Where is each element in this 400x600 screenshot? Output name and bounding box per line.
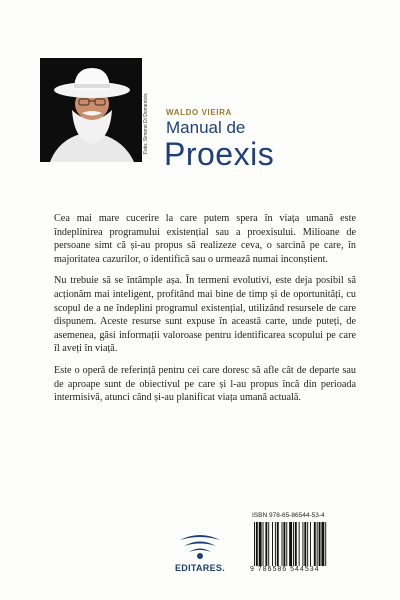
barcode-bar — [256, 522, 258, 568]
barcode-bar — [310, 522, 311, 568]
barcode-bar — [314, 522, 316, 568]
publisher-name: EDITARES. — [174, 563, 226, 573]
publisher-logo-icon — [172, 528, 228, 568]
author-name: WALDO VIEIRA — [166, 108, 232, 117]
author-photo — [40, 58, 142, 162]
isbn-label: ISBN 978-65-86544-53-4 — [252, 512, 325, 519]
blurb-text — [54, 212, 356, 413]
barcode-bar — [289, 522, 292, 568]
barcode-bar — [283, 522, 285, 568]
blurb-paragraph: Cea mai mare cucerire la care putem spera în viața umană este îndeplinirea programului existențial sau a proexisului. Milioane de persoane simt că și-au propus să realizeze ceva, o sarcină pe care, în majoritatea cazurilor, o identifică sau o urmează numai inconștient. — [54, 213, 356, 265]
barcode-bar — [265, 522, 267, 568]
barcode-bar — [254, 522, 255, 568]
blurb-paragraph: Este o operă de referință pentru cei care doresc să afle cât de departe sau de aproape sunt de obiectivul pe care și l-au propus încă din perioada intermisivă, atunci când și-au planificat viața umană actuală. — [54, 364, 356, 404]
book-title-line2: Proexis — [164, 136, 275, 172]
barcode-bar — [268, 522, 269, 568]
author-photo-illustration — [40, 58, 142, 162]
barcode-bar — [295, 522, 297, 568]
barcode-bar — [263, 522, 264, 568]
barcode-bar — [321, 522, 324, 568]
barcode-bar — [275, 522, 276, 568]
barcode-bar — [293, 522, 294, 568]
blurb-paragraph: Nu trebuie să se întâmple așa. În termeni evolutivi, este deja posibil să acționăm mai inteligent, profitând mai bine de timp și de oportunități, cu scopul de a ne îndeplini programul existențial, utilizând resursele de care dispunem. Aceste resurse sunt expuse în această carte, unde puteți, de asemenea, găsi informații valoroase pentru identificarea scopului pe care îl aveți în viață. — [54, 275, 356, 355]
barcode-bar — [304, 522, 306, 568]
barcode-digits: 9 786586 544534 — [250, 566, 360, 573]
barcode-bar — [302, 522, 303, 568]
barcode-bar — [319, 522, 321, 568]
barcode-bar — [277, 522, 279, 568]
barcode — [252, 522, 356, 572]
photo-credit: Foto: Simone Di Domenicis — [143, 93, 149, 154]
barcode-bar — [282, 522, 283, 568]
barcode-bar — [307, 522, 308, 568]
barcode-bar — [272, 522, 273, 568]
barcode-bar — [286, 522, 287, 568]
barcode-bar — [325, 522, 326, 568]
barcode-bar — [259, 522, 262, 568]
book-title-line1: Manual de — [166, 118, 246, 137]
barcode-bar — [299, 522, 300, 568]
barcode-bar — [317, 522, 318, 568]
